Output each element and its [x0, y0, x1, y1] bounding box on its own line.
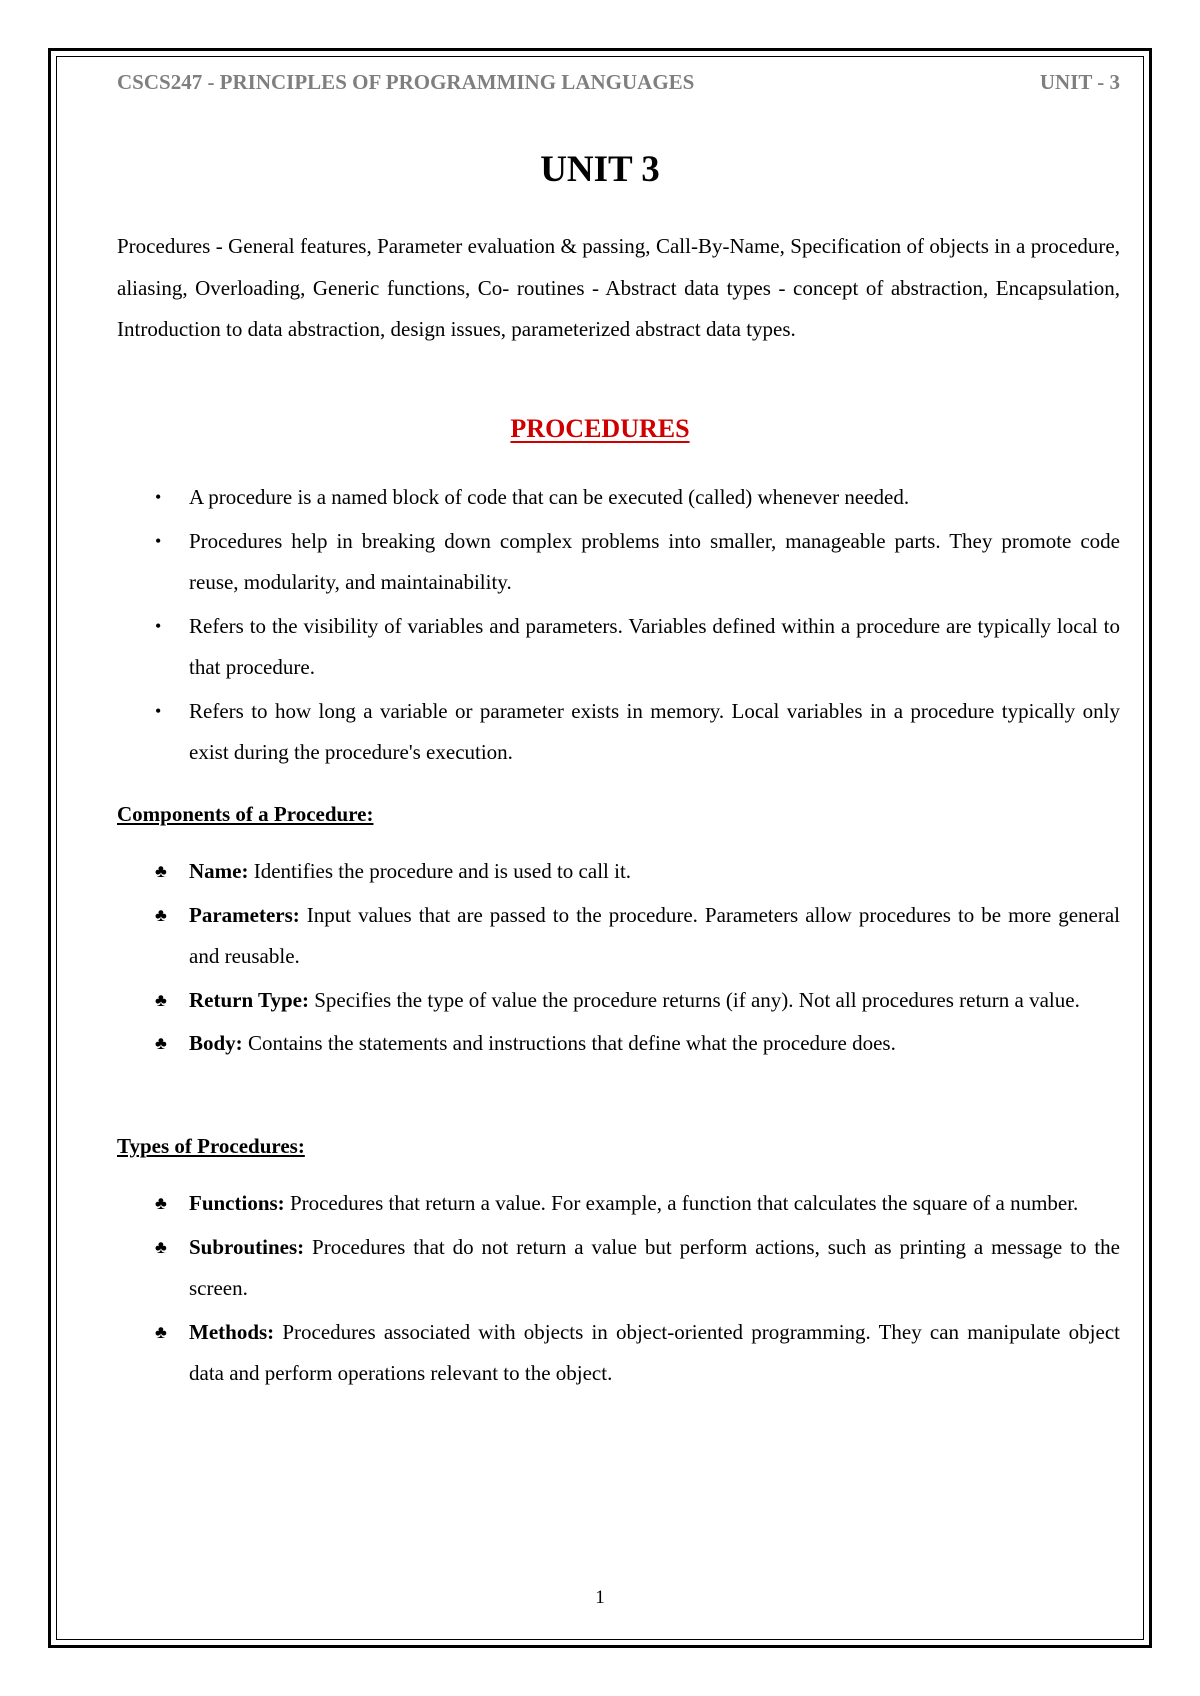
components-list — [117, 851, 1120, 1067]
types-heading: Types of Procedures: — [117, 1134, 305, 1158]
list-item — [117, 851, 1120, 893]
components-heading: Components of a Procedure: — [117, 802, 374, 826]
list-item — [117, 521, 1120, 604]
list-item-text: Contains the statements and instructions that define what the procedure does. — [242, 1031, 896, 1055]
club-icon: ♣ — [155, 1236, 167, 1257]
unit-title: UNIT 3 — [540, 149, 660, 190]
list-item — [117, 691, 1120, 774]
club-icon: ♣ — [155, 861, 167, 881]
club-icon: ♣ — [155, 1321, 167, 1342]
list-item-term: Parameters: — [189, 902, 300, 927]
bullet-icon: • — [155, 530, 162, 551]
list-item-term: Name: — [189, 859, 249, 883]
page-header — [117, 70, 1120, 102]
list-item — [117, 477, 1120, 519]
list-item-text: Procedures help in breaking down complex problems into smaller, manageable parts. They promote code reuse, modularity, and maintainability. — [189, 528, 1120, 594]
unit-label: UNIT - 3 — [1039, 70, 1120, 94]
list-item-term: Subroutines: — [189, 1234, 305, 1259]
list-item-text: Procedures associated with objects in object-oriented programming. They can manipulate object data and perform operations relevant to the object. — [189, 1319, 1120, 1385]
list-item-term: Methods: — [189, 1319, 275, 1344]
list-item-text: Input values that are passed to the procedure. Parameters allow procedures to be more general and reusable. — [189, 902, 1120, 968]
procedure-bullet-list — [117, 477, 1120, 776]
list-item-term: Functions: — [189, 1191, 285, 1215]
bullet-icon: • — [155, 487, 162, 507]
club-icon: ♣ — [155, 989, 167, 1010]
course-title: CSCS247 - PRINCIPLES OF PROGRAMMING LANGUAGES — [117, 70, 695, 94]
club-icon: ♣ — [155, 1193, 167, 1213]
list-item-text: Identifies the procedure and is used to call it. — [248, 859, 632, 883]
list-item-text: A procedure is a named block of code that can be executed (called) whenever needed. — [189, 485, 910, 509]
section-title: PROCEDURES — [510, 414, 690, 443]
list-item-text: Refers to how long a variable or parameter exists in memory. Local variables in a procedure typically only exist during the procedure's execution. — [189, 698, 1120, 764]
list-item-text: Specifies the type of value the procedure returns (if any). Not all procedures return a value. — [308, 987, 1080, 1012]
bullet-icon: • — [155, 700, 162, 721]
list-item-text: Procedures that return a value. For example, a function that calculates the square of a number. — [284, 1191, 1079, 1215]
club-icon: ♣ — [155, 904, 167, 925]
club-icon: ♣ — [155, 1033, 167, 1053]
page-number: 1 — [595, 1587, 605, 1608]
syllabus-intro: Procedures - General features, Parameter evaluation & passing, Call-By-Name, Specification of objects in a procedure, aliasing, Overloading, Generic functions, Co- routines - Abstract data types - concept of abstraction, Encapsulation, Introduction to data abstraction, design issues, parameterized abstract data types. — [117, 234, 1120, 341]
list-item-term: Body: — [189, 1031, 243, 1055]
types-list — [117, 1183, 1120, 1397]
list-item — [117, 980, 1120, 1022]
list-item-text: Procedures that do not return a value but perform actions, such as printing a message to the screen. — [189, 1234, 1120, 1300]
list-item — [117, 1312, 1120, 1395]
list-item — [117, 1227, 1120, 1310]
list-item-text: Refers to the visibility of variables and parameters. Variables defined within a procedure are typically local to that procedure. — [189, 613, 1120, 679]
list-item — [117, 895, 1120, 978]
bullet-icon: • — [155, 615, 162, 636]
list-item — [117, 1023, 1120, 1065]
list-item-term: Return Type: — [189, 987, 309, 1012]
list-item — [117, 606, 1120, 689]
list-item — [117, 1183, 1120, 1225]
